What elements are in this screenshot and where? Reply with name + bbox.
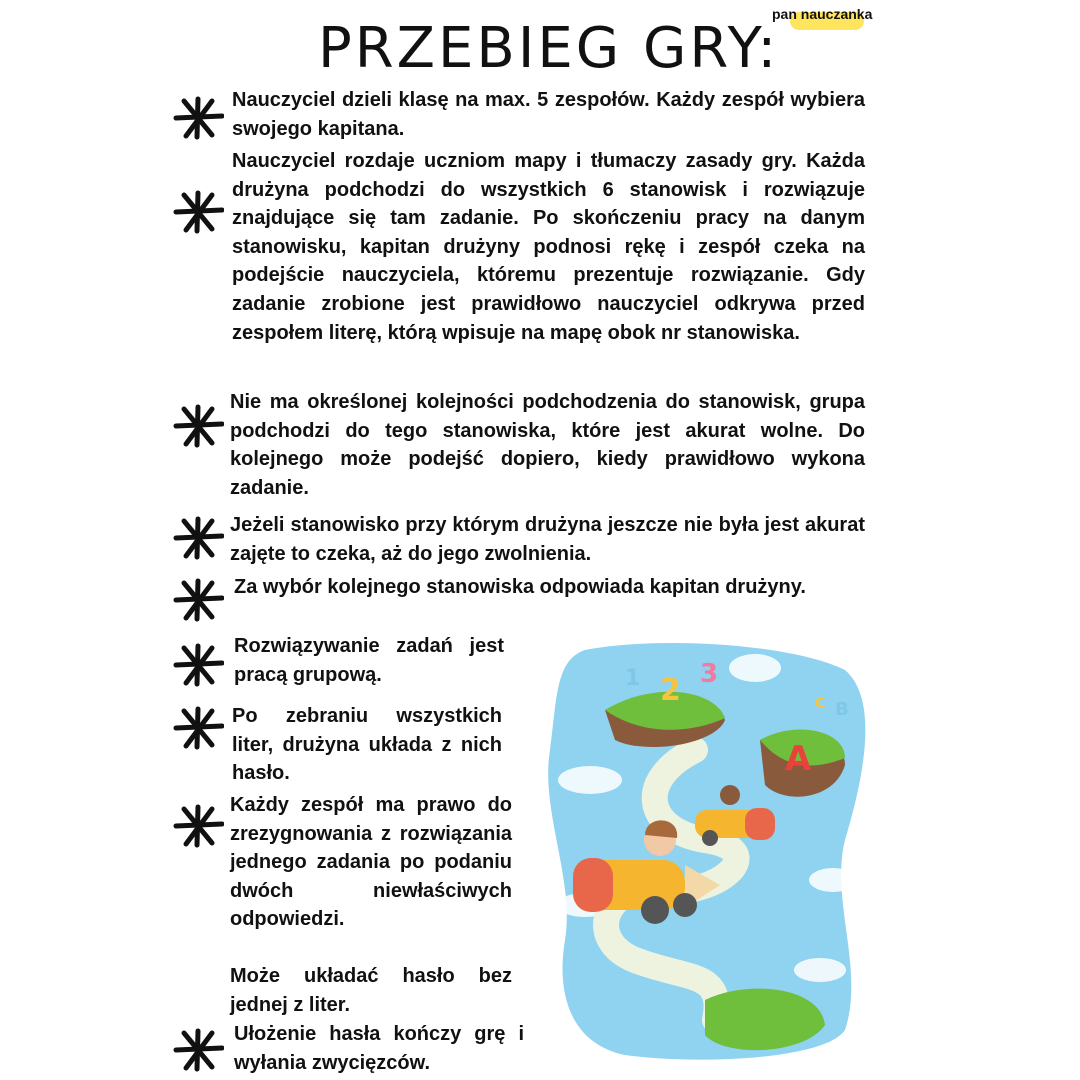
asterisk-icon [172,578,224,622]
rule-9: Może układać hasło bez jednej z liter. [230,965,512,1016]
rule-10: Ułożenie hasła kończy grę i wyłania zwycięzców. [234,1023,524,1074]
rule-6: Rozwiązywanie zadań jest pracą grupową. [234,635,504,686]
asterisk-icon [172,1028,224,1072]
rule-2: Nauczyciel rozdaje uczniom mapy i tłumaczy zasady gry. Każda drużyna podchodzi do wszystkich 6 stanowisk i rozwiązuje znajdujące się tam zadanie. Po skończeniu pracy na danym stanowisku, kapitan drużyny podnosi rękę i zespół czeka na podejście nauczyciela, któremu prezentuje rozwiązanie. Gdy zadanie zrobione jest prawidłowo nauczyciel odkrywa przed zespołem literę, którą wpisuje na mapę obok nr stanowiska. [232,150,865,344]
rule-4: Jeżeli stanowisko przy którym drużyna jeszcze nie była jest akurat zajęte to czeka, aż do jego zwolnienia. [230,514,865,565]
asterisk-icon [172,96,224,140]
svg-text:1: 1 [625,666,641,691]
asterisk-icon [172,643,224,687]
rule-7: Po zebraniu wszystkich liter, drużyna układa z nich hasło. [232,705,502,785]
svg-text:B: B [835,699,849,720]
rule-8: Każdy zespół ma prawo do zrezygnowania z rozwiązania jednego zadania po podaniu dwóch niewłaściwych odpowiedzi. [230,794,512,931]
asterisk-icon [172,516,224,560]
asterisk-icon [172,804,224,848]
rule-3: Nie ma określonej kolejności podchodzenia do stanowisk, grupa podchodzi do tego stanowiska, które jest akurat wolne. Do kolejnego może podejść dopiero, kiedy prawidłowo wykona zadanie. [230,391,865,499]
page-title: PRZEBIEG GRY: [318,16,780,81]
game-map-illustration [545,640,875,1060]
svg-text:2: 2 [660,673,681,708]
asterisk-icon [172,190,224,234]
svg-text:C: C [815,696,826,712]
rule-5: Za wybór kolejnego stanowiska odpowiada kapitan drużyny. [234,576,806,598]
svg-text:3: 3 [700,659,719,689]
brand-name: pan nauczanka [772,6,873,22]
asterisk-icon [172,404,224,448]
svg-text:A: A [785,739,812,779]
asterisk-icon [172,706,224,750]
rule-1: Nauczyciel dzieli klasę na max. 5 zespołów. Każdy zespół wybiera swojego kapitana. [232,89,865,140]
